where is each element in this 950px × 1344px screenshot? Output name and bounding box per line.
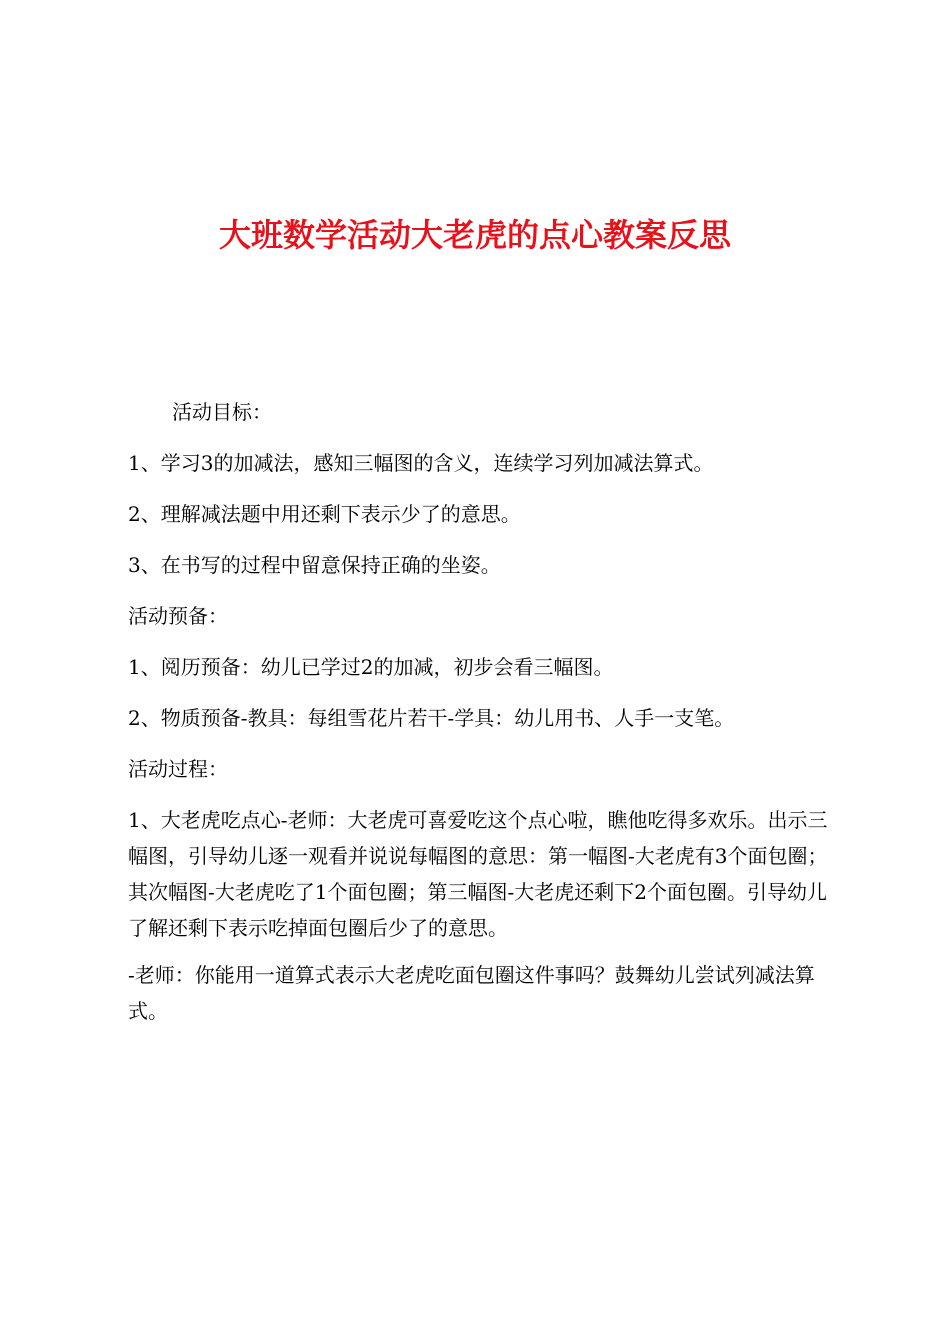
paragraph: 1、阅历预备：幼儿已学过2的加减，初步会看三幅图。: [128, 655, 614, 679]
paragraph: 1、学习3的加减法，感知三幅图的含义，连续学习列加减法算式。: [128, 451, 714, 475]
paragraph: 1、大老虎吃点心-老师：大老虎可喜爱吃这个点心啦，瞧他吃得多欢乐。出示三幅图，引导幼儿逐一观看并说说每幅图的意思：第一幅图-大老虎有3个面包圈；其次幅图-大老虎吃了1个面包圈；第三幅图-大老虎还剩下2个面包圈。引导幼儿了解还剩下表示吃掉面包圈后少了的意思。: [128, 808, 828, 940]
section-heading-process: 活动过程：: [128, 757, 228, 781]
paragraph: 2、理解减法题中用还剩下表示少了的意思。: [128, 502, 521, 526]
document-title: 大班数学活动大老虎的点心教案反思: [218, 216, 731, 254]
section-heading-goals: 活动目标：: [172, 400, 272, 424]
paragraph: -老师：你能用一道算式表示大老虎吃面包圈这件事吗？鼓舞幼儿尝试列减法算式。: [128, 963, 815, 1023]
paragraph: 2、物质预备-教具：每组雪花片若干-学具：幼儿用书、人手一支笔。: [128, 706, 735, 730]
section-heading-preparation: 活动预备：: [128, 604, 228, 628]
document-body: [128, 394, 840, 1044]
paragraph: 3、在书写的过程中留意保持正确的坐姿。: [128, 553, 501, 577]
